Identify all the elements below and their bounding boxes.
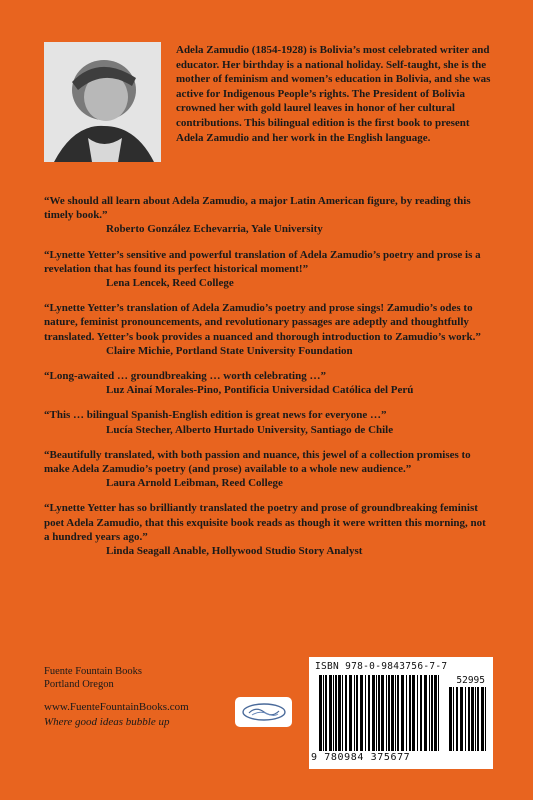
- barcode-bar: [431, 675, 433, 751]
- barcode-bar: [424, 675, 427, 751]
- publisher-logo: [235, 697, 292, 727]
- publisher-block: [44, 665, 142, 691]
- endorsement-attribution: Roberto González Echevarria, Yale University: [106, 223, 323, 236]
- barcode-bar: [468, 687, 470, 751]
- endorsements: [44, 194, 492, 569]
- barcode-bar: [395, 675, 396, 751]
- publisher-name: Fuente Fountain Books: [44, 666, 143, 677]
- endorsement: [44, 501, 492, 558]
- barcode-bar: [378, 675, 380, 751]
- fountain-logo-icon: [240, 701, 288, 723]
- endorsement-attribution: Laura Arnold Leibman, Reed College: [106, 477, 283, 490]
- barcode-bar: [365, 675, 366, 751]
- endorsement-text: “Lynette Yetter has so brilliantly translated the poetry and prose of groundbreaking feminist poet Adela Zamudio, that this exquisite book reads as though it were written this morning, not a hundred years ago.”: [44, 502, 486, 543]
- barcode-bar: [345, 675, 347, 751]
- endorsement: [44, 369, 492, 397]
- barcode-bar: [372, 675, 375, 751]
- barcode-bar: [460, 687, 463, 751]
- barcode-bar: [438, 675, 439, 751]
- barcode-bar: [335, 675, 337, 751]
- endorsement-text: “Lynette Yetter’s sensitive and powerful translation of Adela Zamudio’s poetry and prose is a revelation that has found its perfect historical moment!”: [44, 248, 481, 275]
- barcode-bar: [453, 687, 454, 751]
- barcode-bar: [368, 675, 370, 751]
- endorsement-attribution: Luz Ainaí Morales-Pino, Pontificia Universidad Católica del Perú: [106, 384, 414, 397]
- barcode-bar: [391, 675, 394, 751]
- endorsement-attribution: Lucía Stecher, Alberto Hurtado University, Santiago de Chile: [106, 423, 394, 436]
- endorsement-attribution: Claire Michie, Portland State University Foundation: [106, 344, 353, 357]
- author-portrait: [44, 42, 161, 162]
- isbn-label: ISBN 978-0-9843756-7-7: [315, 661, 448, 672]
- barcode-bar: [465, 687, 466, 751]
- barcode-bar: [406, 675, 407, 751]
- barcode-bar: [386, 675, 387, 751]
- barcode-bar: [349, 675, 352, 751]
- portrait-image: [44, 42, 161, 162]
- barcode-bar: [388, 675, 390, 751]
- endorsement: [44, 194, 492, 237]
- barcode-bar: [420, 675, 422, 751]
- barcode-bar: [485, 687, 486, 751]
- barcode-bar: [323, 675, 324, 751]
- endorsement: [44, 408, 492, 436]
- barcode-bar: [475, 687, 476, 751]
- endorsement-text: “We should all learn about Adela Zamudio, a major Latin American figure, by reading this timely book.”: [44, 195, 471, 222]
- endorsement: [44, 448, 492, 491]
- endorsement-text: “This … bilingual Spanish-English edition is great news for everyone …”: [44, 409, 387, 422]
- isbn-barcode: [309, 657, 493, 769]
- publisher-url: www.FuenteFountainBooks.com: [44, 701, 189, 713]
- barcode-bar: [397, 675, 399, 751]
- barcode-bar: [477, 687, 479, 751]
- endorsement-text: “Long-awaited … groundbreaking … worth celebrating …”: [44, 370, 326, 383]
- price-barcode-icon: [449, 687, 487, 751]
- barcode-bar: [412, 675, 415, 751]
- publisher-location: Portland Oregon: [44, 679, 114, 690]
- barcode-bar: [429, 675, 430, 751]
- endorsement-text: “Lynette Yetter’s translation of Adela Zamudio’s poetry and prose sings! Zamudio’s odes to nature, feminist pronouncements, and revolutionary passages are adeptly and thoughtfully translated. Yetter’s book provides a nuanced and thorough introduction to Zamudio’s work.”: [44, 302, 481, 343]
- author-bio: Adela Zamudio (1854-1928) is Bolivia’s most celebrated writer and educator. Her birthday is a national holiday. Self-taught, she is the mother of feminism and women’s education in Bolivia, and she was active for Indigenous People’s rights. The President of Bolivia crowned her with gold laurel leaves in honor of her cultural contributions. This bilingual edition is the first book to present Adela Zamudio and her work in the English language.: [176, 44, 491, 144]
- barcode-digits: 9 780984 375677: [311, 752, 411, 763]
- barcode-bar: [342, 675, 343, 751]
- barcode-bar: [325, 675, 327, 751]
- barcode-bar: [434, 675, 437, 751]
- barcode-bar: [333, 675, 334, 751]
- barcode-bar: [471, 687, 474, 751]
- endorsement: [44, 301, 492, 358]
- barcode-bar: [481, 687, 484, 751]
- barcode-bar: [354, 675, 355, 751]
- barcode-bar: [409, 675, 411, 751]
- barcode-bar: [417, 675, 418, 751]
- barcode-bar: [356, 675, 358, 751]
- publisher-tagline: Where good ideas bubble up: [44, 716, 170, 728]
- barcode-bar: [381, 675, 384, 751]
- endorsement-attribution: Linda Seagall Anable, Hollywood Studio Story Analyst: [106, 545, 363, 558]
- barcode-bar: [376, 675, 377, 751]
- barcode-bar: [360, 675, 363, 751]
- endorsement: [44, 248, 492, 291]
- barcode-bar: [319, 675, 322, 751]
- endorsement-attribution: Lena Lencek, Reed College: [106, 277, 234, 290]
- barcode-bar: [338, 675, 341, 751]
- price-code: 52995: [456, 675, 485, 686]
- barcode-bar: [449, 687, 452, 751]
- endorsement-text: “Beautifully translated, with both passion and nuance, this jewel of a collection promises to make Adela Zamudio’s poetry (and prose) available to a whole new audience.”: [44, 448, 471, 476]
- ean-barcode-icon: [319, 675, 441, 751]
- barcode-bar: [401, 675, 404, 751]
- barcode-bar: [329, 675, 332, 751]
- barcode-bar: [456, 687, 458, 751]
